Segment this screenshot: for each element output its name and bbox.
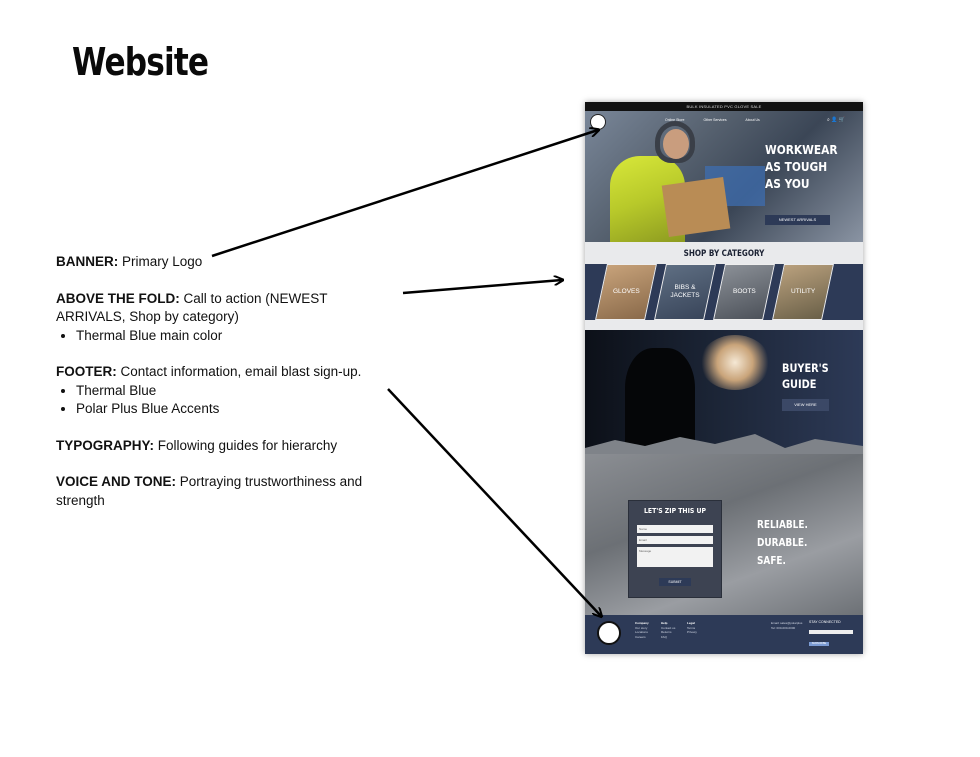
hero-line: AS TOUGH [765,159,828,174]
submit-button: SUBMIT [659,578,691,586]
footer-heading: Company [635,621,649,625]
nav-link: Other Services [703,118,727,122]
note-text: Call to action (NEWEST ARRIVALS, Shop by category) [56,290,328,324]
hero-headline [765,141,838,192]
footer-contact-line: Email: sales@polarplus [771,621,803,625]
note-text: Portraying trustworthiness and strength [56,474,363,508]
nav-icons: ⌕ 👤 🛒 [826,117,845,123]
category-label: BIBS & JACKETS [670,284,700,299]
hero-line: AS YOU [765,176,810,191]
guide-line: GUIDE [782,377,817,391]
stay-connected [809,620,853,646]
email-field: Email [637,536,713,544]
view-here-button: VIEW HERE [782,399,829,411]
hero-banner [585,111,863,242]
note-label: ABOVE THE FOLD: [56,290,180,306]
category-label: UTILITY [790,288,816,295]
signup-section [585,448,863,615]
note-typography [56,437,396,456]
breath-image [700,335,770,390]
footer-link: Returns [661,630,672,634]
tagline [757,516,808,570]
note-text: Following guides for hierarchy [154,437,338,453]
note-voice [56,473,396,510]
notes-panel [56,253,396,528]
footer-link: Privacy [687,630,697,634]
newsletter-email-field [809,630,853,634]
zip-title: LET'S ZIP THIS UP [644,507,706,515]
newest-arrivals-button: NEWEST ARRIVALS [765,215,830,225]
note-label: TYPOGRAPHY: [56,437,155,453]
category-label: BOOTS [732,288,756,295]
category-section [585,242,863,330]
note-bullet: • Thermal Blue main color [76,327,396,346]
worker-face [663,129,689,159]
guide-headline [782,360,829,392]
category-label: GLOVES [612,288,640,295]
footer-heading: Help [661,621,668,625]
promo-bar: BULK INSULATED PVC GLOVE SALE [585,102,863,111]
footer-logo-icon [597,621,621,645]
note-label: BANNER: [56,254,119,269]
message-field: Message [637,547,713,567]
note-label: FOOTER: [56,364,117,379]
arrow-footer [388,389,601,616]
footer-link: Careers [635,634,646,639]
footer-col-company [635,621,649,639]
top-nav [585,111,863,131]
tagline-line: SAFE. [757,555,786,567]
footer-col-help [661,621,675,639]
mountain-divider [585,434,863,454]
guide-line: BUYER'S [782,361,829,375]
footer-link: Our story [635,625,648,630]
note-above-fold [56,290,396,346]
footer-col-legal [687,621,697,635]
stay-title: STAY CONNECTED [809,620,841,624]
arrow-above-fold [403,280,562,293]
note-banner [56,253,396,272]
box-image [662,177,731,237]
page-title: Website [72,40,209,84]
nav-links [665,118,778,122]
zip-form [628,500,722,598]
logo-icon [590,114,606,130]
note-text: Contact information, email blast sign-up. [116,364,362,379]
footer-contact-line: Tel: 000-000-0000 [771,625,796,630]
note-footer [56,363,396,419]
footer-link: Contact us [661,625,676,630]
nav-link: Online Store [665,118,685,122]
note-bullet: • Polar Plus Blue Accents [76,400,396,419]
subscribe-button: SUBSCRIBE [809,642,829,646]
hero-line: WORKWEAR [765,142,838,157]
site-footer [585,615,863,654]
name-field: Name [637,525,713,533]
tagline-line: DURABLE. [757,537,808,549]
footer-link: Locations [635,630,648,634]
note-label: VOICE AND TONE: [56,474,177,489]
footer-heading: Legal [687,621,695,625]
note-bullet: • Thermal Blue [76,382,396,401]
nav-link: About Us [745,118,760,122]
website-mockup [585,102,863,654]
footer-link: FAQ [661,634,668,639]
note-text: Primary Logo [118,254,203,269]
silhouette-image [625,348,695,448]
category-title: SHOP BY CATEGORY [683,249,765,259]
arrow-banner [212,130,598,256]
footer-contact [771,621,802,630]
buyers-guide-section [585,330,863,448]
footer-link: Terms [687,625,696,630]
tagline-line: RELIABLE. [757,519,808,531]
